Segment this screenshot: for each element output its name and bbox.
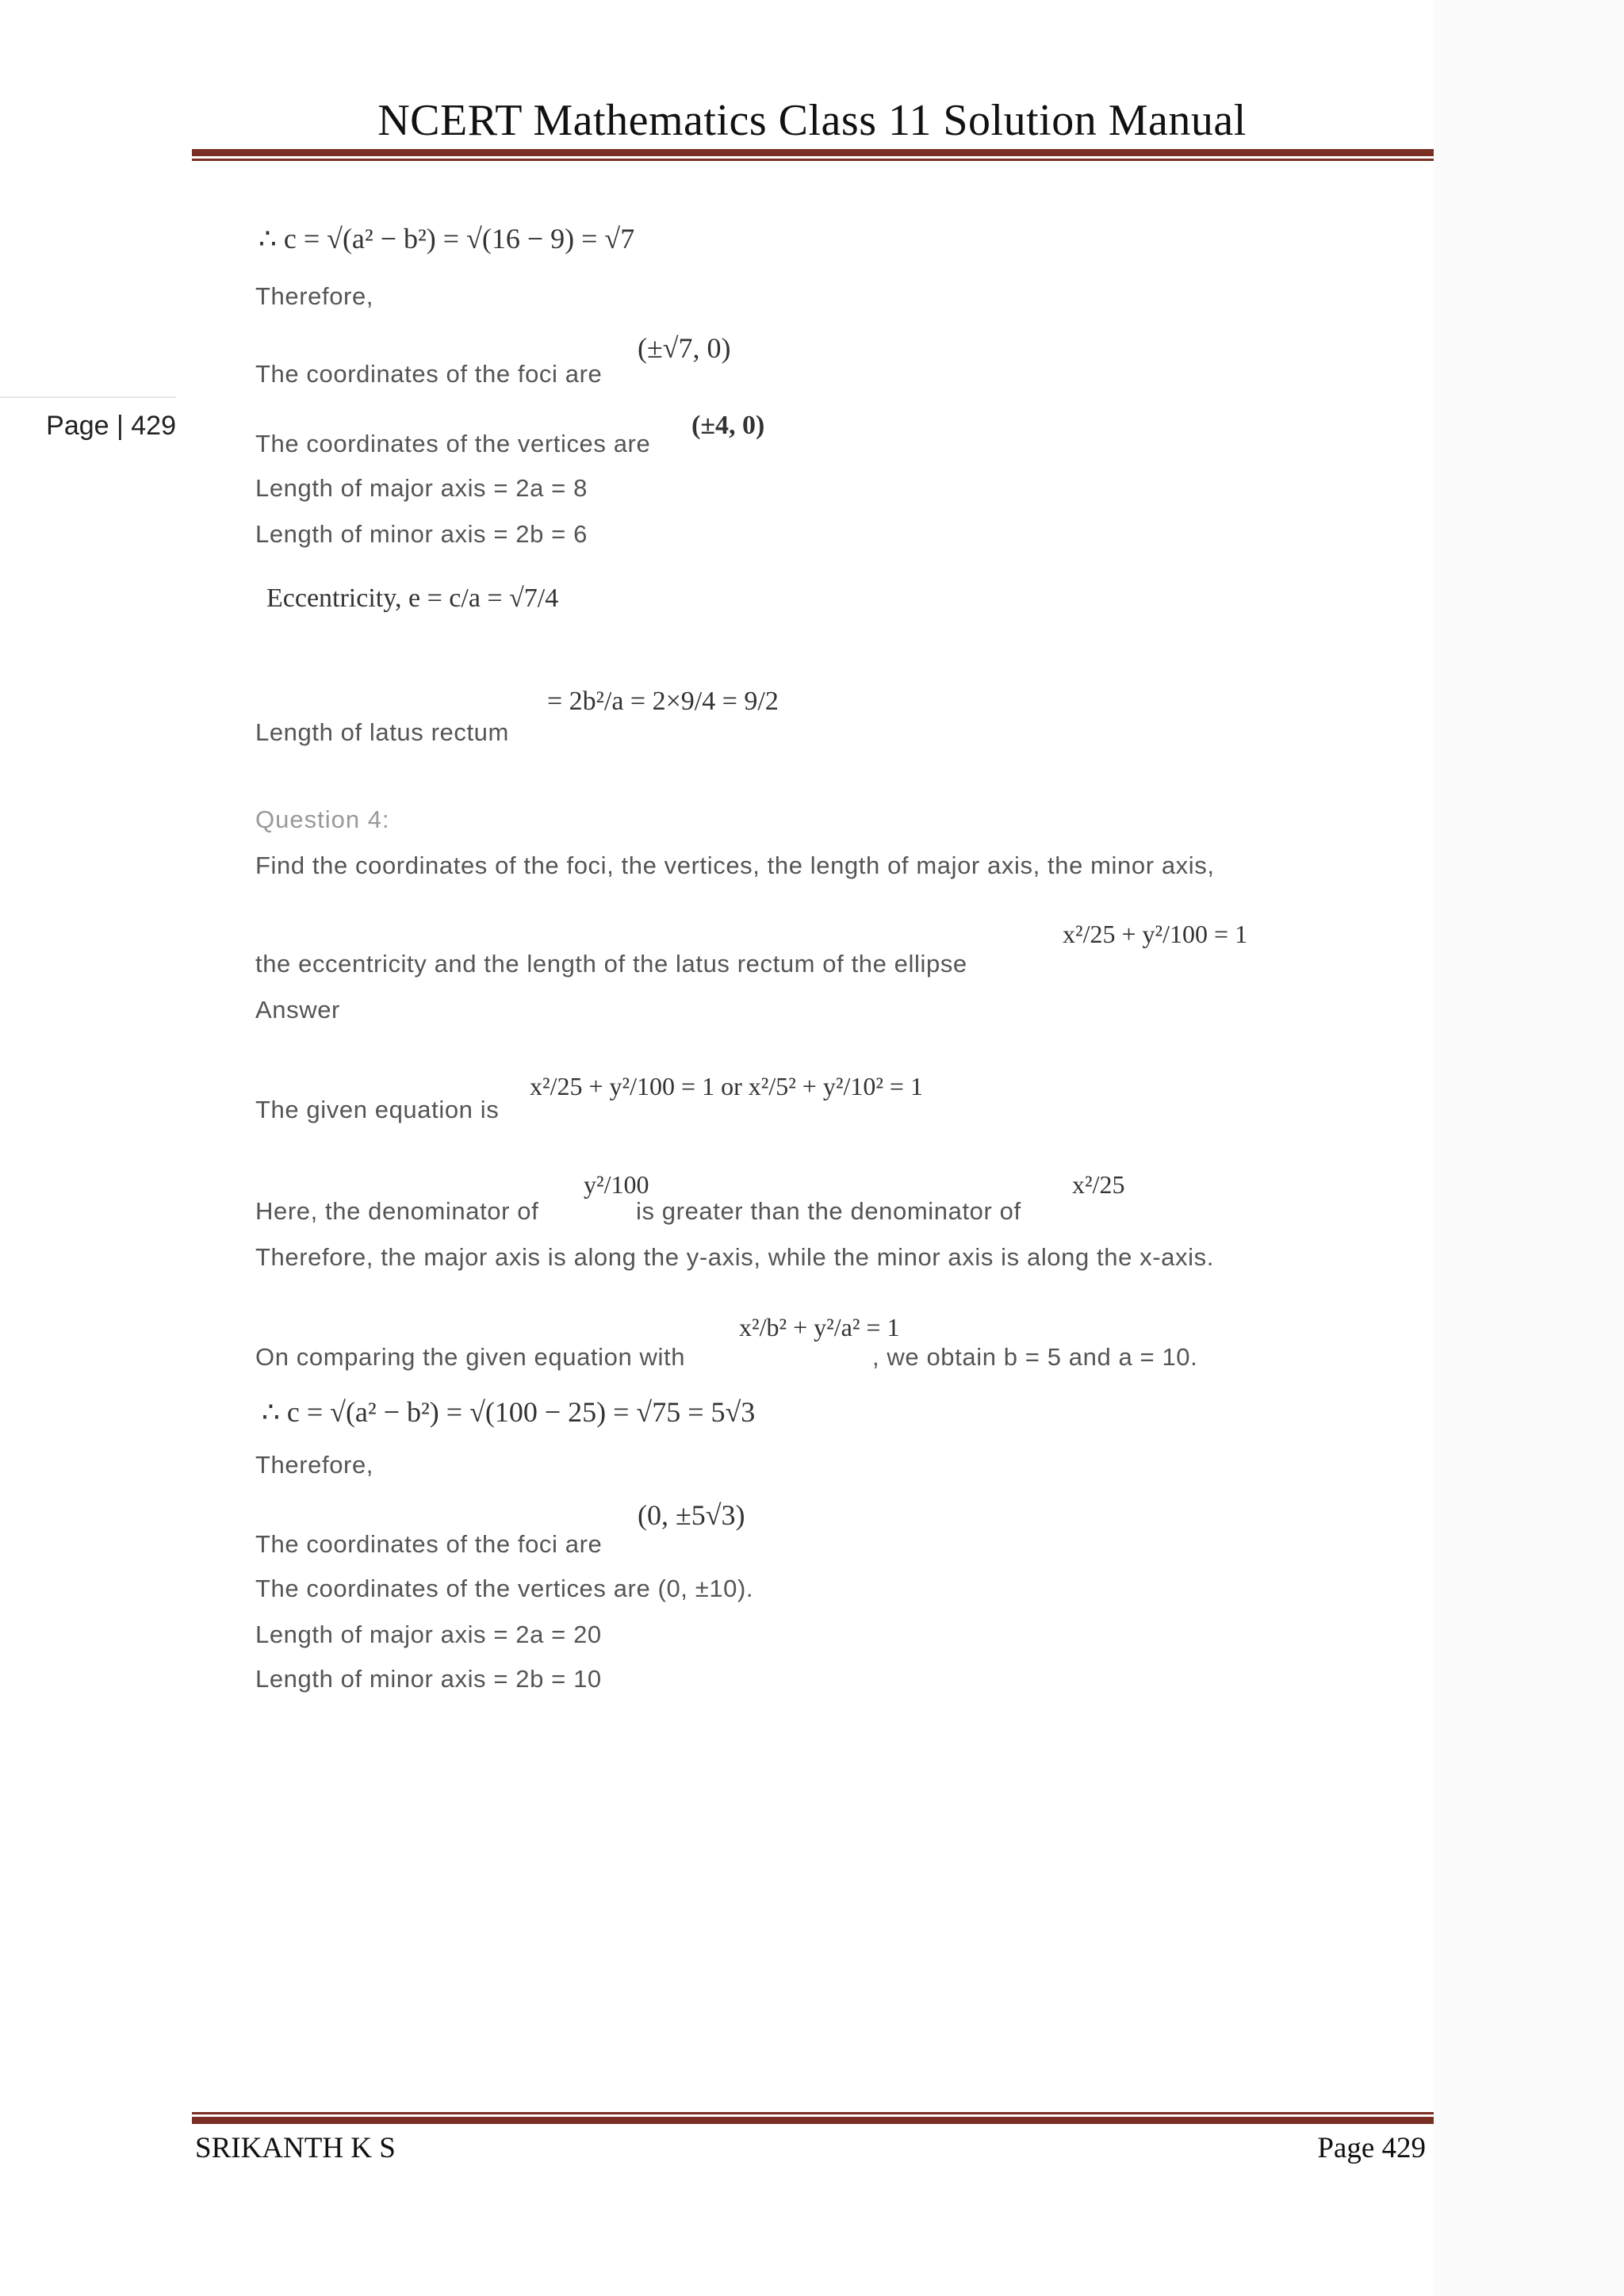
footer-author: SRIKANTH K S bbox=[195, 2132, 396, 2164]
comparing-label: On comparing the given equation with bbox=[255, 1343, 686, 1371]
header-title: NCERT Mathematics Class 11 Solution Manual bbox=[377, 96, 1247, 145]
question-4-text-1: Find the coordinates of the foci, the vertices, the length of major axis, the minor axis, bbox=[255, 851, 1215, 879]
foci-2-value bbox=[638, 1498, 745, 1532]
c-equation-1 bbox=[259, 222, 634, 255]
eccentricity-1 bbox=[266, 584, 558, 614]
footer-page-number: Page 429 bbox=[1317, 2132, 1426, 2164]
latus-rectum-1-label: Length of latus rectum bbox=[255, 718, 509, 746]
comparing-result: , we obtain b = 5 and a = 10. bbox=[872, 1343, 1198, 1371]
footer-rule bbox=[192, 2117, 1434, 2124]
c-equation-2 bbox=[262, 1395, 755, 1429]
denominator-fraction-y-text: y²/100 bbox=[584, 1170, 649, 1199]
denominator-statement-part-1: Here, the denominator of bbox=[255, 1197, 539, 1225]
latus-rectum-1-value-text: = 2b²/a = 2×9/4 = 9/2 bbox=[547, 687, 779, 716]
side-page-number: Page | 429 bbox=[0, 396, 176, 442]
given-equation bbox=[530, 1072, 923, 1101]
therefore-2: Therefore, bbox=[255, 1451, 374, 1479]
given-equation-text: x²/25 + y²/100 = 1 or x²/5² + y²/10² = 1 bbox=[530, 1072, 923, 1100]
foci-1-value-text: (±√7, 0) bbox=[638, 332, 731, 364]
foci-2-value-text: (0, ±5√3) bbox=[638, 1499, 745, 1531]
c-equation-2-text: ∴ c = √(a² − b²) = √(100 − 25) = √75 = 5√3 bbox=[262, 1396, 756, 1428]
question-4-text-2: the eccentricity and the length of the latus rectum of the ellipse bbox=[255, 950, 967, 978]
page-side-strip bbox=[1434, 0, 1624, 2296]
minor-axis-1: Length of minor axis = 2b = 6 bbox=[255, 520, 588, 548]
denominator-fraction-x bbox=[1072, 1170, 1124, 1200]
standard-ellipse-equation bbox=[739, 1313, 899, 1342]
latus-rectum-1-value bbox=[547, 687, 779, 717]
major-axis-2: Length of major axis = 2a = 20 bbox=[255, 1621, 602, 1648]
question-4-label: Question 4: bbox=[255, 806, 390, 833]
given-equation-label: The given equation is bbox=[255, 1096, 500, 1123]
question-4-ellipse-equation bbox=[1063, 920, 1247, 949]
foci-1-label: The coordinates of the foci are bbox=[255, 360, 603, 388]
denominator-statement-part-2: is greater than the denominator of bbox=[636, 1197, 1021, 1225]
foci-2-label: The coordinates of the foci are bbox=[255, 1530, 603, 1558]
foci-1-value bbox=[638, 331, 731, 365]
denominator-fraction-y bbox=[584, 1170, 649, 1200]
therefore-1: Therefore, bbox=[255, 282, 374, 310]
eccentricity-1-text: Eccentricity, e = c/a = √7/4 bbox=[266, 584, 559, 613]
question-4-ellipse-equation-text: x²/25 + y²/100 = 1 bbox=[1063, 920, 1248, 948]
vertices-1-value bbox=[691, 411, 764, 441]
vertices-2: The coordinates of the vertices are (0, ±10). bbox=[255, 1575, 754, 1602]
denominator-fraction-x-text: x²/25 bbox=[1072, 1170, 1125, 1199]
vertices-1-label: The coordinates of the vertices are bbox=[255, 430, 651, 457]
standard-ellipse-equation-text: x²/b² + y²/a² = 1 bbox=[739, 1313, 900, 1341]
major-axis-1: Length of major axis = 2a = 8 bbox=[255, 474, 588, 502]
vertices-1-value-text: (±4, 0) bbox=[691, 411, 765, 440]
footer-rule-thin bbox=[192, 2112, 1434, 2114]
c-equation-1-text: ∴ c = √(a² − b²) = √(16 − 9) = √7 bbox=[259, 223, 635, 254]
header-rule-thin bbox=[192, 159, 1434, 161]
header-rule bbox=[192, 149, 1434, 156]
major-axis-statement: Therefore, the major axis is along the y-axis, while the minor axis is along the x-axis. bbox=[255, 1243, 1214, 1271]
answer-label: Answer bbox=[255, 996, 340, 1024]
minor-axis-2: Length of minor axis = 2b = 10 bbox=[255, 1665, 602, 1693]
